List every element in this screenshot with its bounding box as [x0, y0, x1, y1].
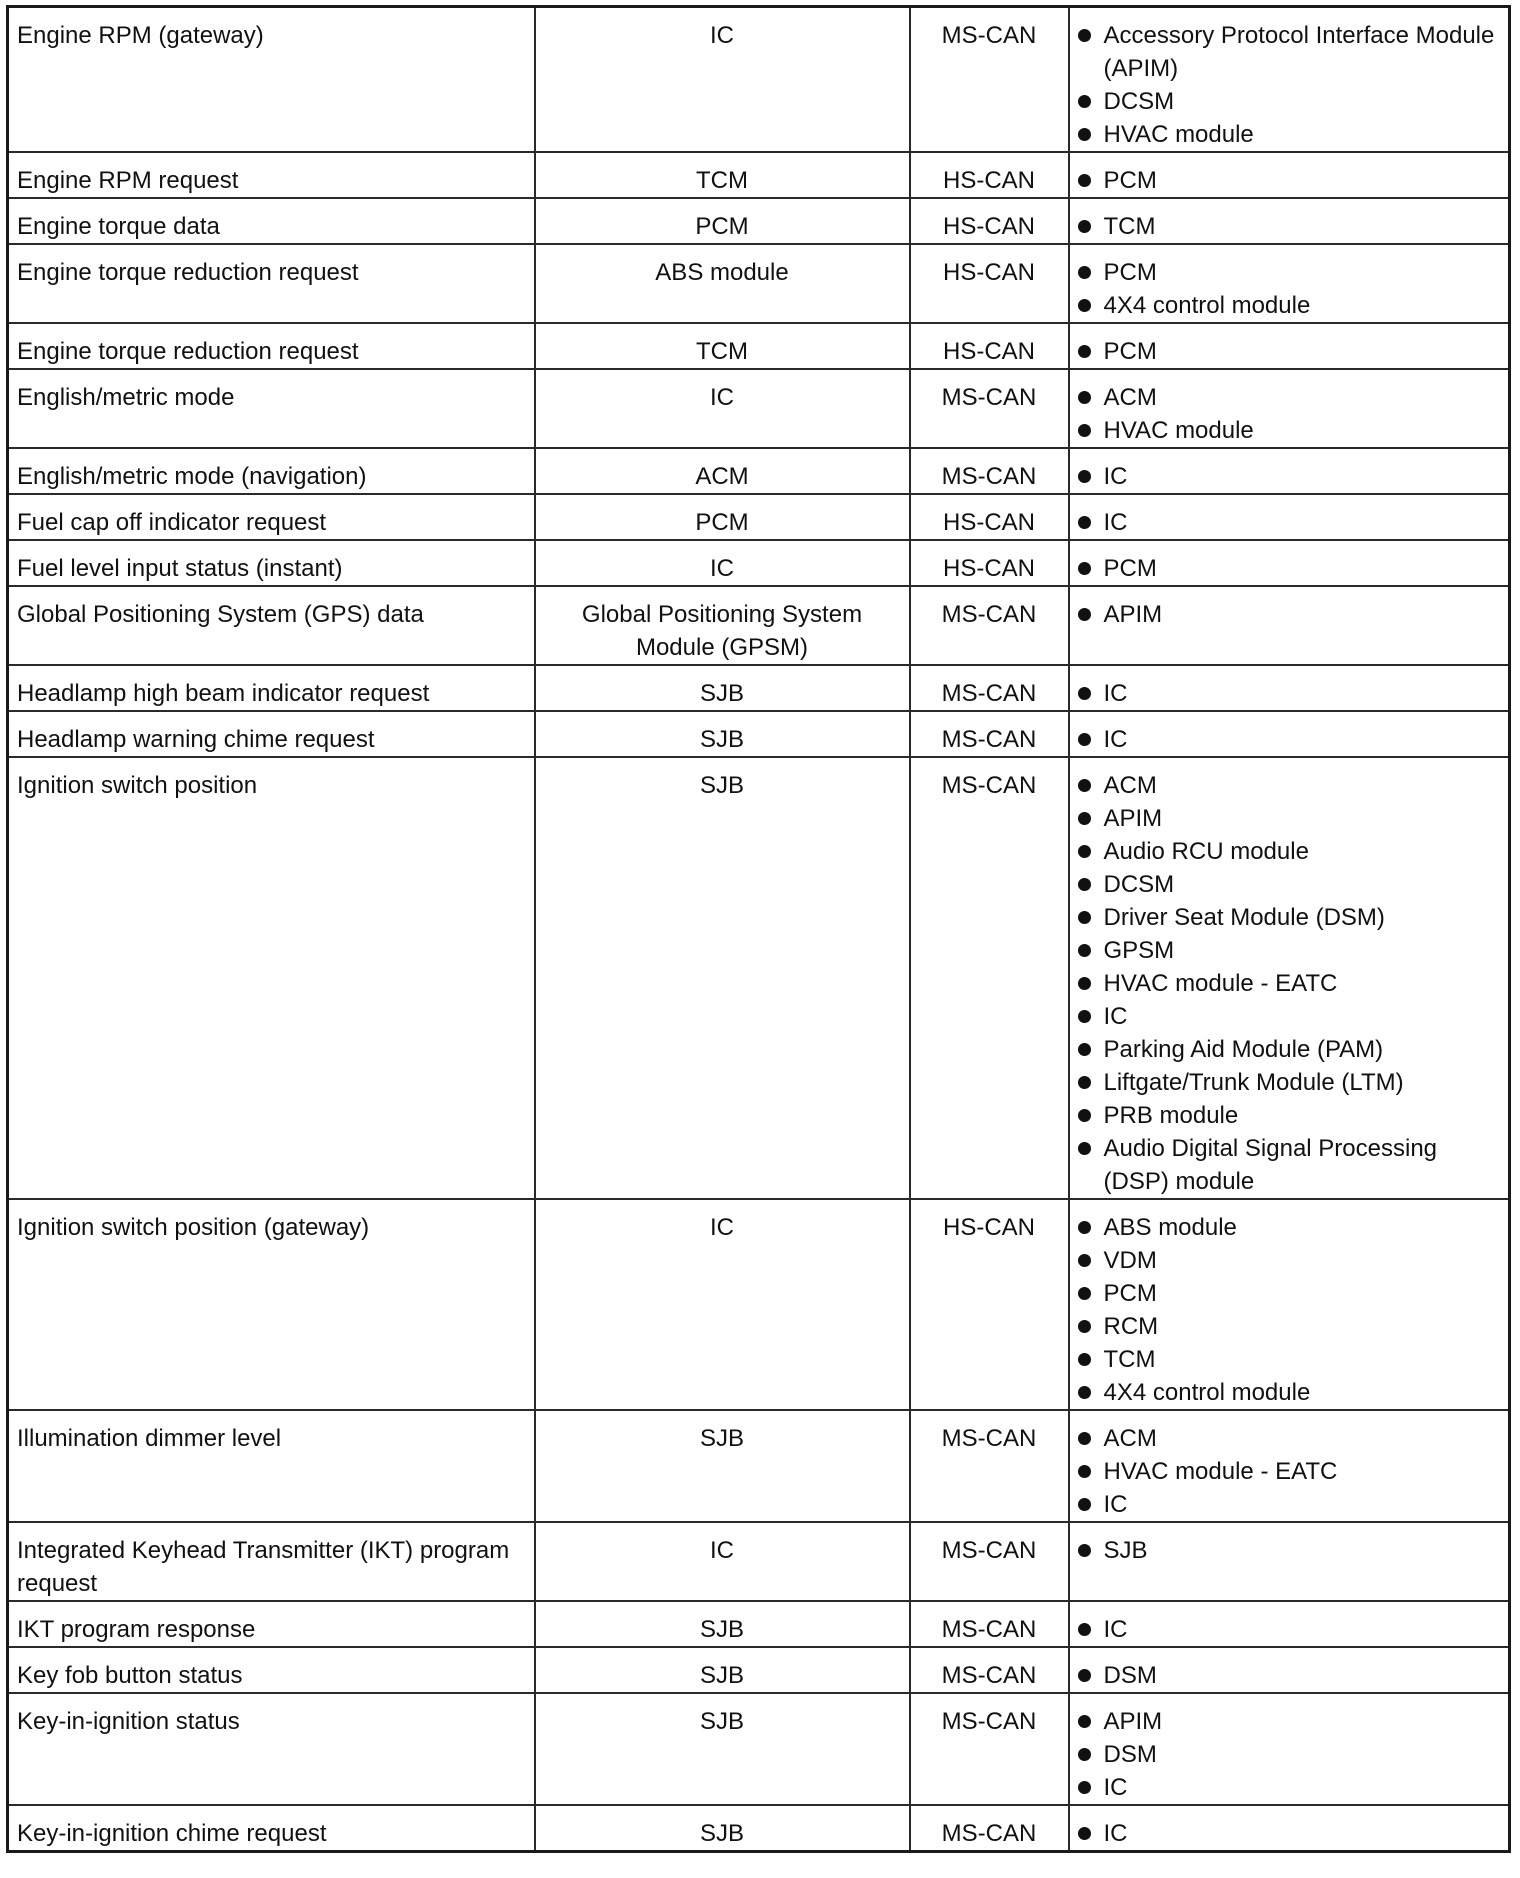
receiver-item: ACM [1078, 381, 1501, 414]
receiver-item: Driver Seat Module (DSM) [1078, 901, 1501, 934]
receiver-item: RCM [1078, 1310, 1501, 1343]
receiver-item: PCM [1078, 1277, 1501, 1310]
receiver-item: IC [1078, 460, 1501, 493]
receiver-list [1078, 256, 1501, 322]
source-module-cell: TCM [535, 152, 910, 198]
message-cell: Ignition switch position (gateway) [8, 1199, 535, 1410]
network-cell: MS-CAN [910, 757, 1069, 1199]
network-cell: MS-CAN [910, 1601, 1069, 1647]
table-row [8, 7, 1510, 153]
receiver-cell [1069, 1693, 1510, 1805]
network-cell: MS-CAN [910, 1522, 1069, 1601]
table-row [8, 586, 1510, 665]
network-cell: MS-CAN [910, 1693, 1069, 1805]
table-row [8, 1522, 1510, 1601]
receiver-list [1078, 210, 1501, 243]
receiver-cell [1069, 7, 1510, 153]
message-cell: Key-in-ignition status [8, 1693, 535, 1805]
table-row [8, 711, 1510, 757]
receiver-cell [1069, 1647, 1510, 1693]
table-row [8, 448, 1510, 494]
receiver-item: IC [1078, 1817, 1501, 1850]
receiver-cell [1069, 494, 1510, 540]
source-module-cell: IC [535, 7, 910, 153]
receiver-item: Parking Aid Module (PAM) [1078, 1033, 1501, 1066]
receiver-item: SJB [1078, 1534, 1501, 1567]
receiver-item: APIM [1078, 598, 1501, 631]
table-body [8, 7, 1510, 1852]
receiver-item: Liftgate/Trunk Module (LTM) [1078, 1066, 1501, 1099]
receiver-cell [1069, 1522, 1510, 1601]
source-module-cell: SJB [535, 757, 910, 1199]
table-row [8, 540, 1510, 586]
receiver-item: TCM [1078, 210, 1501, 243]
message-cell: English/metric mode [8, 369, 535, 448]
receiver-cell [1069, 1410, 1510, 1522]
receiver-item: IC [1078, 506, 1501, 539]
receiver-list [1078, 460, 1501, 493]
message-cell: Engine torque reduction request [8, 244, 535, 323]
receiver-list [1078, 769, 1501, 1198]
receiver-item: IC [1078, 723, 1501, 756]
message-cell: Global Positioning System (GPS) data [8, 586, 535, 665]
network-cell: HS-CAN [910, 152, 1069, 198]
message-cell: English/metric mode (navigation) [8, 448, 535, 494]
receiver-item: ACM [1078, 1422, 1501, 1455]
receiver-cell [1069, 1199, 1510, 1410]
source-module-cell: IC [535, 1522, 910, 1601]
table-row [8, 494, 1510, 540]
receiver-item: DSM [1078, 1738, 1501, 1771]
receiver-item: IC [1078, 1613, 1501, 1646]
message-cell: Engine RPM request [8, 152, 535, 198]
receiver-cell [1069, 757, 1510, 1199]
receiver-list [1078, 1211, 1501, 1409]
receiver-item: HVAC module [1078, 118, 1501, 151]
table-row [8, 757, 1510, 1199]
network-cell: MS-CAN [910, 711, 1069, 757]
table-row [8, 369, 1510, 448]
receiver-item: DCSM [1078, 868, 1501, 901]
table-row [8, 1410, 1510, 1522]
receiver-cell [1069, 711, 1510, 757]
table-row [8, 1693, 1510, 1805]
receiver-item: 4X4 control module [1078, 289, 1501, 322]
receiver-list [1078, 1534, 1501, 1567]
receiver-item: IC [1078, 677, 1501, 710]
receiver-list [1078, 335, 1501, 368]
receiver-list [1078, 723, 1501, 756]
message-cell: IKT program response [8, 1601, 535, 1647]
receiver-list [1078, 19, 1501, 151]
receiver-item: ABS module [1078, 1211, 1501, 1244]
receiver-cell [1069, 586, 1510, 665]
message-cell: Fuel level input status (instant) [8, 540, 535, 586]
receiver-list [1078, 1422, 1501, 1521]
message-cell: Key-in-ignition chime request [8, 1805, 535, 1852]
receiver-item: PCM [1078, 164, 1501, 197]
source-module-cell: TCM [535, 323, 910, 369]
table-row [8, 152, 1510, 198]
network-cell: HS-CAN [910, 1199, 1069, 1410]
receiver-cell [1069, 152, 1510, 198]
source-module-cell: SJB [535, 1410, 910, 1522]
source-module-cell: IC [535, 369, 910, 448]
receiver-item: IC [1078, 1000, 1501, 1033]
table-row [8, 323, 1510, 369]
receiver-item: ACM [1078, 769, 1501, 802]
source-module-cell: SJB [535, 711, 910, 757]
receiver-item: PRB module [1078, 1099, 1501, 1132]
table-row [8, 1805, 1510, 1852]
receiver-item: DCSM [1078, 85, 1501, 118]
message-cell: Engine torque reduction request [8, 323, 535, 369]
network-cell: MS-CAN [910, 1805, 1069, 1852]
receiver-list [1078, 506, 1501, 539]
receiver-cell [1069, 369, 1510, 448]
receiver-list [1078, 164, 1501, 197]
receiver-item: IC [1078, 1488, 1501, 1521]
receiver-item: HVAC module - EATC [1078, 1455, 1501, 1488]
network-cell: HS-CAN [910, 494, 1069, 540]
message-cell: Headlamp warning chime request [8, 711, 535, 757]
source-module-cell: SJB [535, 1601, 910, 1647]
source-module-cell: SJB [535, 665, 910, 711]
receiver-item: GPSM [1078, 934, 1501, 967]
receiver-list [1078, 598, 1501, 631]
receiver-item: VDM [1078, 1244, 1501, 1277]
message-cell: Integrated Keyhead Transmitter (IKT) program request [8, 1522, 535, 1601]
receiver-cell [1069, 244, 1510, 323]
table-row [8, 1199, 1510, 1410]
table-row [8, 198, 1510, 244]
receiver-item: Audio RCU module [1078, 835, 1501, 868]
source-module-cell: PCM [535, 494, 910, 540]
message-cell: Key fob button status [8, 1647, 535, 1693]
receiver-item: APIM [1078, 1705, 1501, 1738]
receiver-cell [1069, 323, 1510, 369]
source-module-cell: SJB [535, 1647, 910, 1693]
network-cell: HS-CAN [910, 323, 1069, 369]
receiver-item: IC [1078, 1771, 1501, 1804]
receiver-list [1078, 1659, 1501, 1692]
receiver-item: 4X4 control module [1078, 1376, 1501, 1409]
table-row [8, 244, 1510, 323]
source-module-cell: ACM [535, 448, 910, 494]
source-module-cell: SJB [535, 1693, 910, 1805]
receiver-item: Audio Digital Signal Processing (DSP) module [1078, 1132, 1501, 1198]
receiver-cell [1069, 665, 1510, 711]
message-cell: Engine torque data [8, 198, 535, 244]
network-cell: MS-CAN [910, 665, 1069, 711]
receiver-cell [1069, 448, 1510, 494]
source-module-cell: SJB [535, 1805, 910, 1852]
network-cell: MS-CAN [910, 7, 1069, 153]
receiver-item: APIM [1078, 802, 1501, 835]
network-cell: MS-CAN [910, 448, 1069, 494]
network-cell: MS-CAN [910, 1410, 1069, 1522]
message-cell: Ignition switch position [8, 757, 535, 1199]
network-cell: MS-CAN [910, 369, 1069, 448]
message-cell: Engine RPM (gateway) [8, 7, 535, 153]
table-row [8, 1647, 1510, 1693]
source-module-cell: ABS module [535, 244, 910, 323]
receiver-cell [1069, 198, 1510, 244]
network-cell: MS-CAN [910, 1647, 1069, 1693]
network-cell: HS-CAN [910, 244, 1069, 323]
receiver-cell [1069, 540, 1510, 586]
receiver-cell [1069, 1601, 1510, 1647]
receiver-list [1078, 1817, 1501, 1850]
network-message-table [6, 5, 1511, 1853]
network-cell: MS-CAN [910, 586, 1069, 665]
receiver-item: Accessory Protocol Interface Module (APIM) [1078, 19, 1501, 85]
source-module-cell: Global Positioning System Module (GPSM) [535, 586, 910, 665]
receiver-cell [1069, 1805, 1510, 1852]
network-cell: HS-CAN [910, 198, 1069, 244]
receiver-item: PCM [1078, 552, 1501, 585]
message-cell: Fuel cap off indicator request [8, 494, 535, 540]
receiver-item: PCM [1078, 335, 1501, 368]
receiver-list [1078, 677, 1501, 710]
receiver-item: DSM [1078, 1659, 1501, 1692]
message-cell: Headlamp high beam indicator request [8, 665, 535, 711]
message-cell: Illumination dimmer level [8, 1410, 535, 1522]
receiver-list [1078, 1705, 1501, 1804]
receiver-item: HVAC module [1078, 414, 1501, 447]
receiver-item: PCM [1078, 256, 1501, 289]
receiver-list [1078, 381, 1501, 447]
table-row [8, 665, 1510, 711]
receiver-list [1078, 552, 1501, 585]
table-row [8, 1601, 1510, 1647]
network-cell: HS-CAN [910, 540, 1069, 586]
source-module-cell: PCM [535, 198, 910, 244]
receiver-item: HVAC module - EATC [1078, 967, 1501, 1000]
receiver-list [1078, 1613, 1501, 1646]
source-module-cell: IC [535, 1199, 910, 1410]
receiver-item: TCM [1078, 1343, 1501, 1376]
source-module-cell: IC [535, 540, 910, 586]
